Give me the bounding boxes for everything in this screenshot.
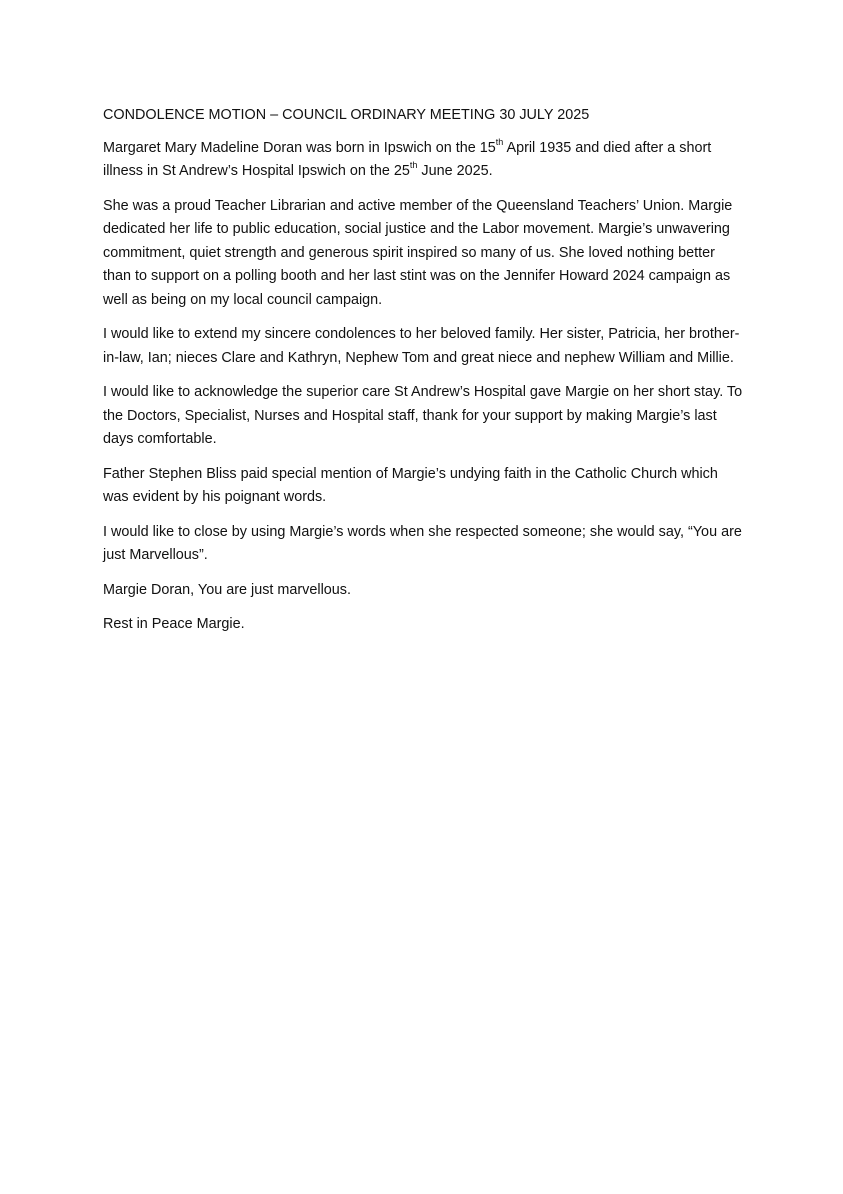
- paragraph-text: June 2025.: [417, 163, 493, 179]
- ordinal-suffix: th: [409, 160, 418, 171]
- paragraph-birth-death: [103, 137, 743, 184]
- paragraph-hospital: I would like to acknowledge the superior care St Andrew’s Hospital gave Margie on her short stay. To the Doctors, Specialist, Nurses and Hospital staff, thank for your support by making Margie’s last days comfortable.: [103, 384, 743, 447]
- paragraph-marvellous: Margie Doran, You are just marvellous.: [103, 581, 351, 598]
- paragraph-quote: I would like to close by using Margie’s words when she respected someone; she would say, “You are just Marvellous”.: [103, 523, 742, 563]
- paragraph-text: Margaret Mary Madeline Doran was born in Ipswich on the 15: [103, 139, 496, 156]
- paragraph-faith: Father Stephen Bliss paid special mention of Margie’s undying faith in the Catholic Church which was evident by his poignant words.: [103, 465, 718, 505]
- paragraph-rest-in-peace: Rest in Peace Margie.: [103, 616, 245, 632]
- paragraph-career: She was a proud Teacher Librarian and active member of the Queensland Teachers’ Union. Margie dedicated her life to public education, social justice and the Labor movement. Margie’s unwavering commitment, quiet strength and generous spirit inspired so many of us. She loved nothing better than to support on a polling booth and her last stint was on the Jennifer Howard 2024 campaign as well as being on my local council campaign.: [103, 197, 733, 308]
- ordinal-suffix: th: [495, 136, 504, 147]
- paragraph-family: I would like to extend my sincere condolences to her beloved family. Her sister, Patricia, her brother-in-law, Ian; nieces Clare and Kathryn, Nephew Tom and great niece and nephew William and Millie.: [103, 326, 740, 366]
- document-title: CONDOLENCE MOTION – COUNCIL ORDINARY MEETING 30 JULY 2025: [103, 107, 590, 123]
- paragraph-text: April 1935 and died after a short illness in St Andrew’s Hospital Ipswich on the 25: [103, 139, 712, 179]
